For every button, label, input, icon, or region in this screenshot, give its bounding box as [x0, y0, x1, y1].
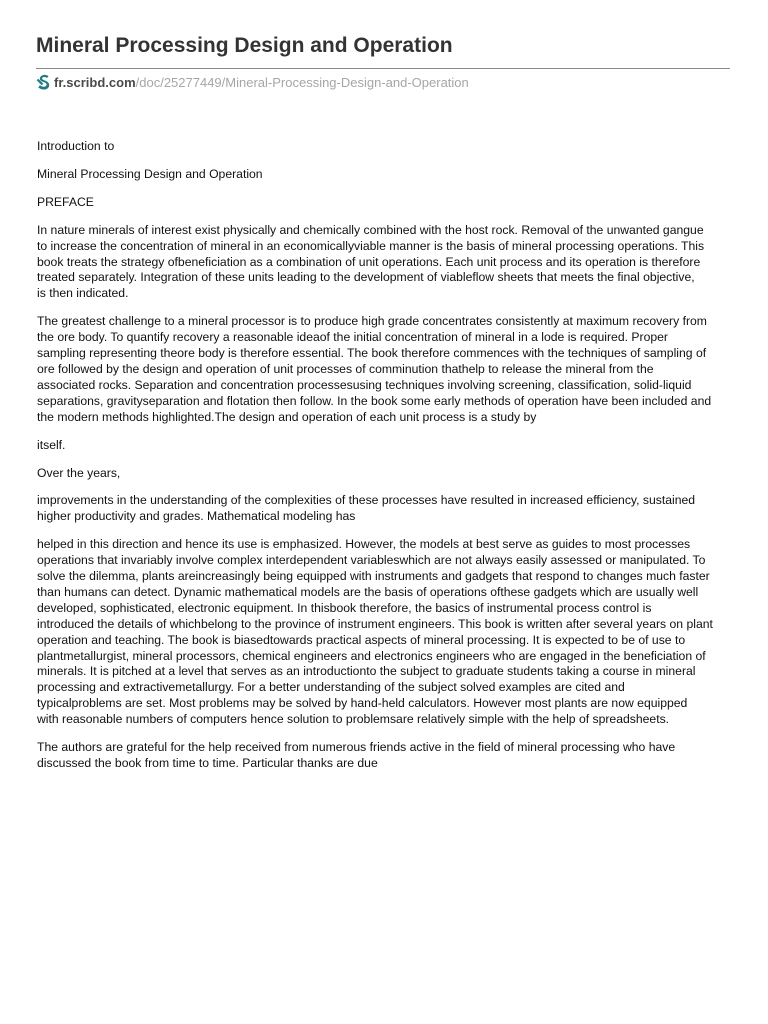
text-line: associated rocks. Separation and concentration processesusing techniques involving screening, classification, solid-liquid [37, 377, 692, 392]
paragraph-preface-4 [37, 537, 731, 728]
paragraph-intro: Introduction to [37, 139, 115, 153]
text-line: operations that invariably involve complex interdependent variableswhich are not always easily assessed or manipulated. To [37, 553, 706, 568]
text-line: discussed the book from time to time. Particular thanks are due [37, 756, 378, 770]
text-line: with reasonable numbers of computers hence solution to problemsare relatively simple with the help of spreadsheets. [37, 712, 670, 727]
title-divider [36, 68, 730, 69]
source-path[interactable]: /doc/25277449/Mineral-Processing-Design-and-Operation [135, 74, 469, 90]
text-line: solve the dilemma, plants areincreasingly being equipped with instruments and gadgets that respond to changes much faster [37, 569, 710, 584]
text-line: In nature minerals of interest exist physically and chemically combined with the host rock. Removal of the unwanted gangue [37, 222, 704, 237]
text-line: book treats the strategy ofbeneficiation as a combination of unit operations. Each unit process and its operation is therefore [37, 254, 701, 269]
paragraph-preface-1 [37, 223, 731, 303]
text-line: improvements in the understanding of the complexities of these processes have resulted in increased efficiency, sustained [37, 493, 696, 508]
text-line: The greatest challenge to a mineral processor is to produce high grade concentrates consistently at maximum recovery from [37, 314, 707, 329]
text-line: is then indicated. [37, 286, 129, 301]
paragraph-preface-2 [37, 314, 731, 425]
text-line: minerals. It is pitched at a level that serves as an introductionto the subject to graduate students taking a course in mineral [37, 664, 696, 679]
text-line: processing and extractivemetallurgy. For a better understanding of the subject solved examples are cited and [37, 680, 625, 695]
text-line: higher productivity and grades. Mathematical modeling has [37, 509, 356, 524]
text-line: developed, sophisticated, electronic equipment. In thisbook therefore, the basics of instrumental process control is [37, 600, 652, 615]
text-line: separations, gravityseparation and flotation then follow. In the book some early methods of operation have been included and [37, 393, 712, 408]
paragraph-book-title: Mineral Processing Design and Operation [37, 166, 263, 181]
paragraph-preface-heading: PREFACE [37, 194, 94, 209]
text-line: treated separately. Integration of these units leading to the development of viableflow sheets that meets the final objective, [37, 270, 695, 285]
text-line: helped in this direction and hence its use is emphasized. However, the models at best serve as guides to most processes [37, 537, 691, 552]
source-link[interactable] [36, 73, 469, 91]
paragraph-acknowledgements [37, 740, 731, 772]
source-domain[interactable]: fr.scribd.com [54, 74, 136, 90]
paragraph-itself: itself. [37, 437, 66, 452]
text-line: typicalproblems are set. Most problems may be solved by hand-held calculators. However most plants are now equipped [37, 696, 688, 711]
text-line: The authors are grateful for the help received from numerous friends active in the field of mineral processing who have [37, 740, 676, 755]
text-line: the modern methods highlighted.The design and operation of each unit process is a study by [37, 409, 537, 424]
text-line: sampling representing theore body is therefore essential. The book therefore commences with the techniques of sampling of [37, 346, 707, 361]
document-body [37, 139, 731, 784]
page-title: Mineral Processing Design and Operation [36, 34, 453, 57]
scribd-logo-icon [36, 73, 52, 91]
paragraph-over-the-years: Over the years, [37, 465, 121, 480]
text-line: ore followed by the design and operation of unit processes of comminution thathelp to release the mineral from the [37, 361, 654, 376]
text-line: operation and teaching. The book is biasedtowards practical aspects of mineral processing. It is expected to be of use to [37, 632, 686, 647]
text-line: than humans can detect. Dynamic mathematical models are the basis of operations ofthese gadgets which are usually well [37, 584, 699, 599]
text-line: to increase the concentration of mineral in an economicallyviable manner is the basis of mineral processing operations. This [37, 238, 705, 253]
text-line: the ore body. To quantify recovery a reasonable ideaof the initial concentration of mineral in a lode is required. Proper [37, 330, 668, 345]
paragraph-preface-3 [37, 493, 731, 525]
text-line: plantmetallurgist, mineral processors, chemical engineers and electronics engineers who are engaged in the beneficiation of [37, 648, 706, 663]
text-line: introduced the details of whichbelong to the province of instrument engineers. This book is written after several years on plant [37, 616, 713, 631]
